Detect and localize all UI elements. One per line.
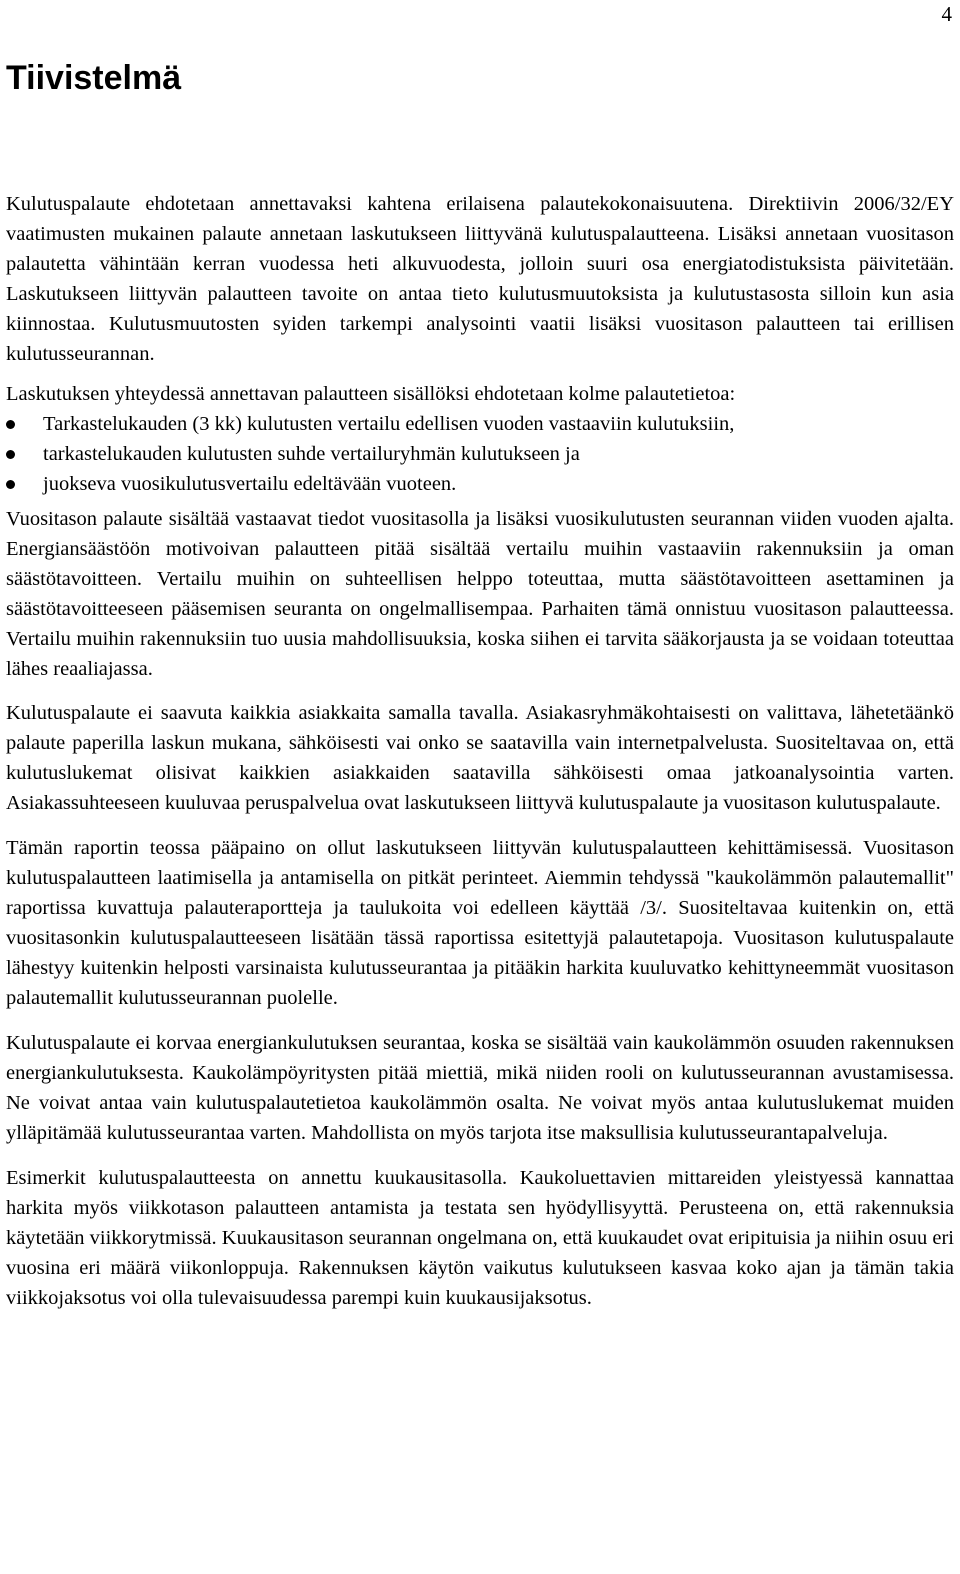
- list-item-text: Tarkastelukauden (3 kk) kulutusten vertailu edellisen vuoden vastaaviin kulutuksiin,: [43, 413, 735, 435]
- paragraph-intro: Kulutuspalaute ehdotetaan annettavaksi kahtena erilaisena palautekokonaisuutena. Direktiivin 2006/32/EY vaatimusten mukainen palaute annetaan laskutukseen liittyvänä kulutuspalautteena. Lisäksi annetaan vuositason palautetta vähintään kerran vuodessa heti alkuvuodesta, jolloin suuri osa energiatodistuksista päivitetään. Laskutukseen liittyvän palautteen tavoite on antaa tieto kulutusmuutoksista ja kulutustasosta silloin kun asia kiinnostaa. Kulutusmuutosten syiden tarkempi analysointi vaatii lisäksi vuositason palautteen tai erillisen kulutusseurannan.: [6, 193, 954, 365]
- paragraph-billing-feedback: Laskutuksen yhteydessä annettavan palautteen sisällöksi ehdotetaan kolme palautetietoa:: [6, 383, 736, 405]
- bullet-icon: [6, 420, 15, 429]
- list-item: [6, 409, 954, 439]
- paragraph-delivery: Kulutuspalaute ei saavuta kaikkia asiakkaita samalla tavalla. Asiakasryhmäkohtaisesti on valittava, lähetetäänkö palaute paperilla laskun mukana, sähköisesti vai onko se saatavilla vain internetpalvelusta. Suositeltavaa on, että kulutuslukemat olisivat kaikkien asiakkaiden saatavilla sähköisesti omaa jatkoanalysointia varten. Asiakassuhteeseen kuuluvaa peruspalvelua ovat laskutukseen liittyvä kulutuspalaute ja vuositason kulutuspalaute.: [6, 702, 954, 814]
- body-text: [6, 189, 954, 1313]
- paragraph-annual-feedback: Vuositason palaute sisältää vastaavat tiedot vuositasolla ja lisäksi vuosikulutusten seurannan viiden vuoden ajalta. Energiansäästöön motivoivan palautteen pitää sisältää vertailu muihin vastaaviin rakennuksiin ja oman säästötavoitteen. Vertailu muihin on suhteellisen helppo toteuttaa, mutta säästötavoitteen asettaminen ja säästötavoitteeseen pääsemisen seuranta on ongelmallisempaa. Parhaiten tämä onnistuu vuositason palautteessa. Vertailu muihin rakennuksiin tuo uusia mahdollisuuksia, koska siihen ei tarvita sääkorjausta ja se voidaan toteuttaa lähes reaaliajassa.: [6, 508, 954, 680]
- paragraph-examples: Esimerkit kulutuspalautteesta on annettu kuukausitasolla. Kaukoluettavien mittareiden yleistyessä kannattaa harkita myös viikkotason palautteen antamista ja testata sen hyödyllisyyttä. Perusteena on, että rakennuksia käytetään viikkorytmissä. Kuukausitason seurannan ongelmana on, että kuukaudet ovat eripituisia ja niihin osuu eri vuosina eri määrä viikonloppuja. Rakennuksen käytön vaikutus kulutukseen kasvaa koko ajan ja tämän takia viikkojaksotus voi olla tulevaisuudessa parempi kuin kuukausijaksotus.: [6, 1167, 954, 1309]
- page-number: 4: [941, 2, 952, 26]
- bullet-icon: [6, 480, 15, 489]
- bullet-list: [6, 409, 954, 499]
- paragraph-report-focus: Tämän raportin teossa pääpaino on ollut laskutukseen liittyvän kulutuspalautteen kehittämisessä. Vuositason kulutuspalautteen laatimisella ja antamisella on pitkät perinteet. Aiemmin tehdyssä "kaukolämmön palautemallit" raportissa kuvattuja palauteraportteja ja taulukoita voi edelleen käyttää /3/. Suositeltavaa kuitenkin on, että vuositasonkin kulutuspalautteeseen lisätään tässä raportissa esitettyjä palautetapoja. Vuositason kulutuspalaute lähestyy kuitenkin helposti varsinaista kulutusseurantaa ja pitääkin harkita kuuluvatko kehittyneemmät vuositason palautemallit kulutusseurannan puolelle.: [6, 837, 954, 1009]
- list-item-text: juokseva vuosikulutusvertailu edeltävään vuoteen.: [43, 473, 457, 495]
- list-item-text: tarkastelukauden kulutusten suhde vertailuryhmän kulutukseen ja: [43, 443, 580, 465]
- list-item: [6, 469, 954, 499]
- page-heading: Tiivistelmä: [6, 59, 182, 97]
- bullet-icon: [6, 450, 15, 459]
- paragraph-energy-monitoring: Kulutuspalaute ei korvaa energiankulutuksen seurantaa, koska se sisältää vain kaukolämmön osuuden rakennuksen energiankulutuksesta. Kaukolämpöyritysten pitää miettiä, mikä niiden rooli on kulutusseurannan avustamisessa. Ne voivat antaa vain kulutuspalautetietoa kaukolämmön osalta. Ne voivat myös antaa kulutuslukemat muiden ylläpitämää kulutusseurantaa varten. Mahdollista on myös tarjota itse maksullisia kulutusseurantapalveluja.: [6, 1032, 954, 1144]
- list-item: [6, 439, 954, 469]
